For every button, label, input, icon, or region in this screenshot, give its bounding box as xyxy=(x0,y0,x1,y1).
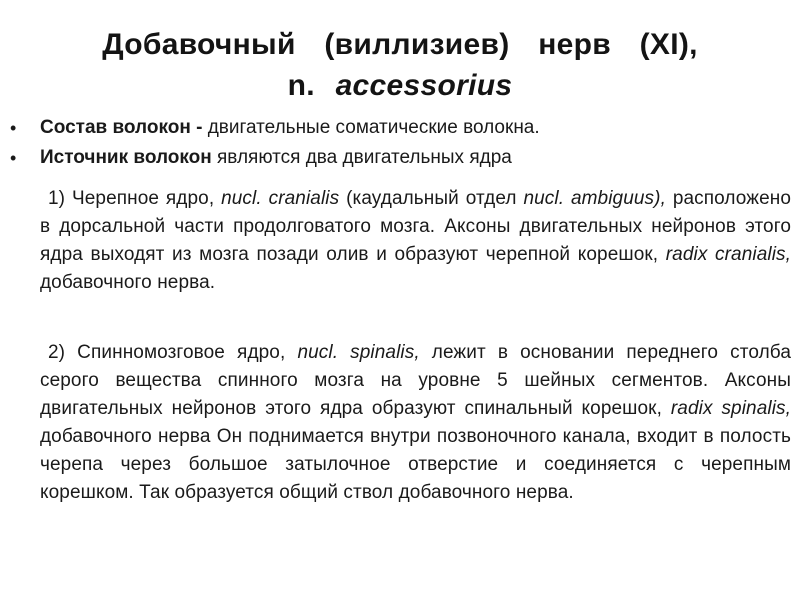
latin-term: nucl. spinalis, xyxy=(297,342,420,363)
latin-term: nucl. ambiguus), xyxy=(523,188,666,209)
bullet-text: двигательные соматические волокна. xyxy=(202,117,540,138)
bullet-text: являются два двигательных ядра xyxy=(211,147,512,168)
bullet-item-source xyxy=(0,143,800,173)
latin-term: radix spinalis, xyxy=(670,398,791,419)
latin-term: radix cranialis, xyxy=(665,244,791,265)
paragraph-spinal-nucleus xyxy=(40,339,791,507)
paragraph-text: 1) Черепное ядро, xyxy=(48,188,222,209)
title-line-2 xyxy=(40,65,760,106)
bullet-marker-icon: • xyxy=(10,148,17,168)
title-line-1: Добавочный (виллизиев) нерв (XI), xyxy=(102,28,698,61)
bullet-marker-icon: • xyxy=(10,118,17,138)
paragraph-text: 2) Спинномозговое ядро, xyxy=(48,342,298,363)
bullet-item-composition xyxy=(0,113,800,143)
title-latin-name: accessorius xyxy=(335,69,513,102)
paragraph-text: (каудальный отдел xyxy=(339,188,524,209)
paragraph-text: добавочного нерва Он поднимается внутри позвоночного канала, входит в полость черепа через большое затылочное отверстие и соединяется с черепным корешком. Так образуется общий ствол добавочного нерва. xyxy=(40,426,791,503)
latin-term: nucl. cranialis xyxy=(221,188,340,209)
paragraph-text: расположено в дорсальной части продолговатого мозга. Аксоны двигательных нейронов этого ядра выходят из мозга позади олив и образуют черепной корешок, xyxy=(40,188,791,265)
bullet-list xyxy=(0,113,800,173)
bullet-bold-label: Источник волокон xyxy=(40,147,212,168)
paragraph-text: лежит в основании переднего столба серого вещества спинного мозга на уровне 5 шейных сегментов. Аксоны двигательных нейронов этого ядра образуют спинальный корешок, xyxy=(40,342,791,419)
title-prefix: n. xyxy=(287,69,315,102)
slide-title xyxy=(40,24,760,106)
paragraph-cranial-nucleus xyxy=(40,185,791,297)
bullet-bold-label: Состав волокон - xyxy=(40,117,203,138)
paragraph-text: добавочного нерва. xyxy=(40,272,216,293)
